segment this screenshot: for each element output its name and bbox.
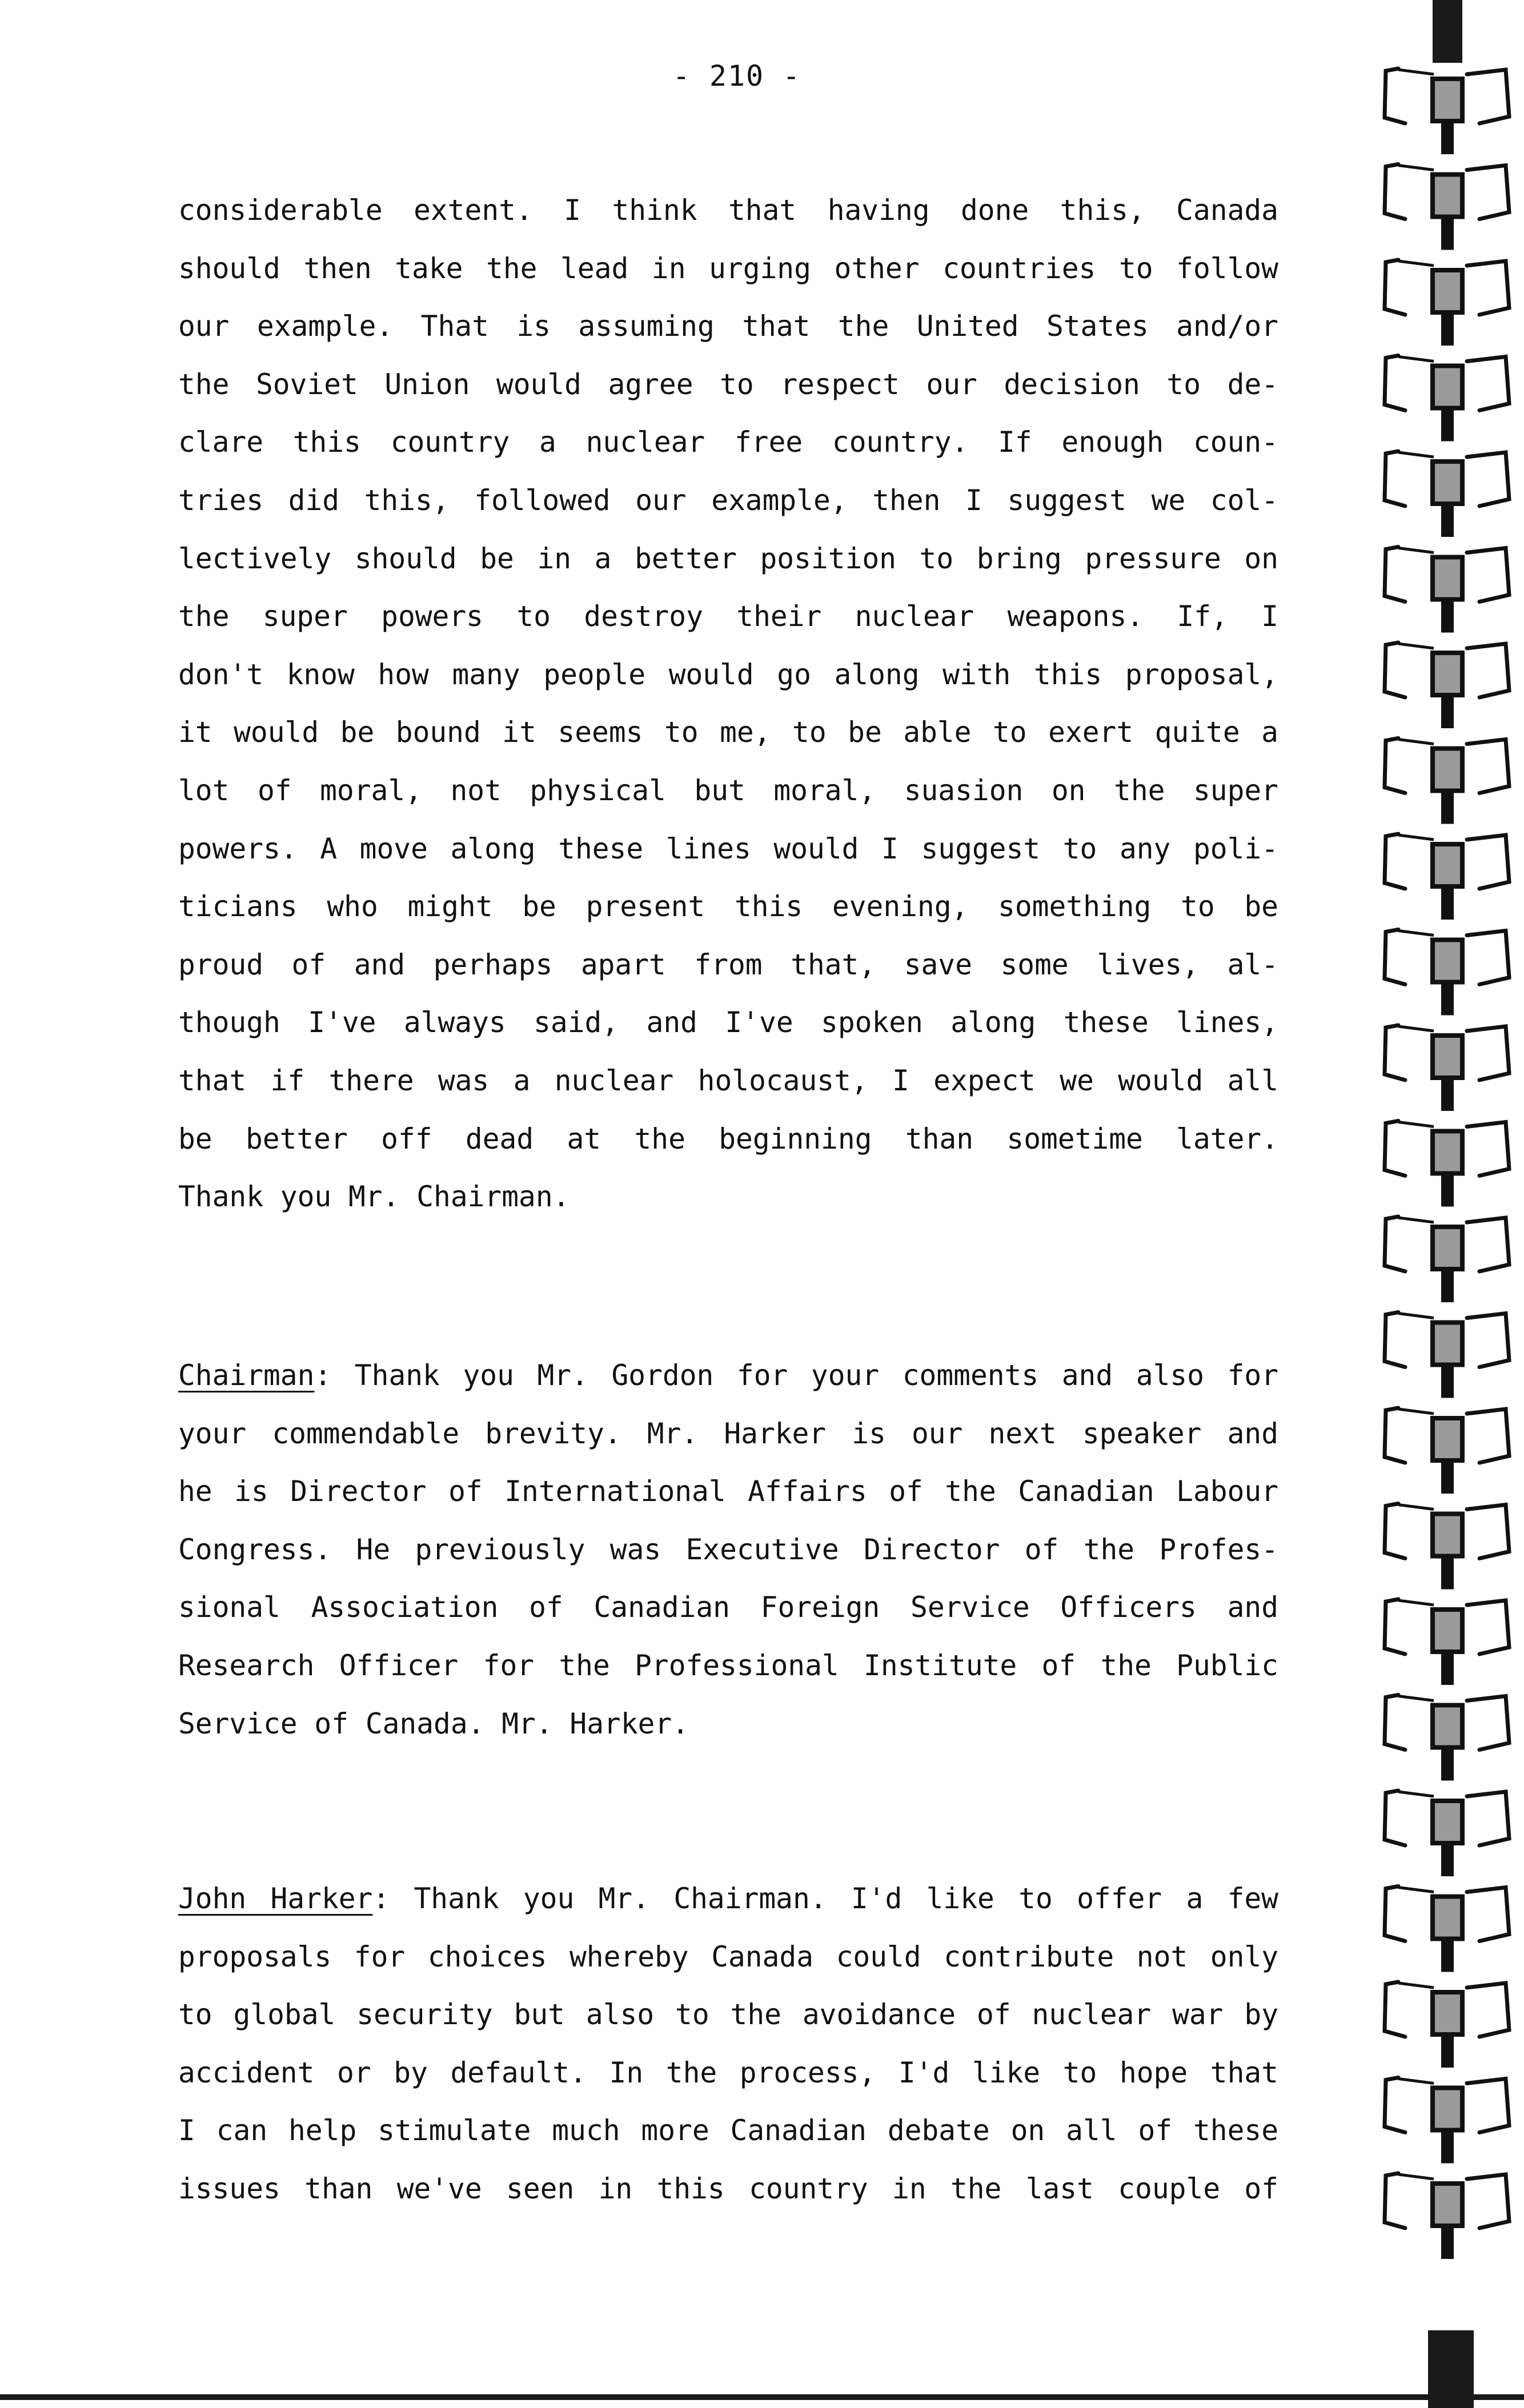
text-line: though I've always said, and I've spoken along these lines,	[178, 1006, 1278, 1040]
text-line	[178, 1870, 1278, 1928]
binding-ring	[1385, 356, 1509, 442]
binding-ring	[1385, 1599, 1509, 1685]
text-line: Congress. He previously was Executive Director of the Profes-	[178, 1532, 1278, 1566]
text-line: accident or by default. In the process, I'd like to hope that	[178, 2056, 1278, 2089]
text-line: sional Association of Canadian Foreign Service Officers and	[178, 1591, 1278, 1624]
text-line: ticians who might be present this evening, something to be	[178, 890, 1278, 924]
text-line: be better off dead at the beginning than sometime later.	[178, 1122, 1278, 1155]
text-line: the super powers to destroy their nuclear weapons. If, I	[178, 600, 1278, 633]
binding-rings-icon	[1371, 0, 1524, 2408]
paragraph-gordon-continuation	[178, 182, 1278, 1226]
binding-ring	[1385, 930, 1509, 1016]
speaker-name: Chairman	[178, 1359, 315, 1392]
binding-ring	[1385, 164, 1509, 250]
spiral-binding	[1371, 0, 1524, 2408]
text-line: don't know how many people would go along with this proposal,	[178, 657, 1278, 691]
page-number: - 210 -	[672, 59, 801, 93]
text-line: clare this country a nuclear free country. If enough coun-	[178, 426, 1278, 459]
binding-ring	[1385, 1887, 1509, 1972]
text-line: Thank you Mr. Chairman.	[178, 1180, 570, 1214]
text-line: to global security but also to the avoidance of nuclear war by	[178, 1998, 1278, 2032]
first-line-text: Thank you Mr. Gordon for your comments and also for	[331, 1359, 1278, 1392]
text-line: proud of and perhaps apart from that, save some lives, al-	[178, 948, 1278, 981]
binding-ring	[1385, 547, 1509, 633]
text-line: powers. A move along these lines would I suggest to any poli-	[178, 832, 1278, 865]
binding-ring	[1385, 739, 1509, 824]
binding-ring	[1385, 834, 1509, 920]
text-line: your commendable brevity. Mr. Harker is our next speaker and	[178, 1416, 1278, 1450]
binding-ring	[1385, 1982, 1509, 2068]
text-line: the Soviet Union would agree to respect our decision to de-	[178, 367, 1278, 401]
speaker-colon: :	[372, 1882, 390, 1915]
binding-ring	[1385, 1408, 1509, 1494]
text-line: it would be bound it seems to me, to be able to exert quite a	[178, 716, 1278, 749]
binding-ring	[1385, 69, 1509, 154]
binding-spine-top	[1433, 0, 1462, 63]
paragraph-chairman	[178, 1347, 1278, 1753]
binding-ring	[1385, 1504, 1509, 1590]
binding-ring	[1385, 260, 1509, 346]
binding-ring	[1385, 1791, 1509, 1876]
speaker-name: John Harker	[178, 1882, 373, 1915]
bottom-rule	[0, 2394, 1524, 2400]
text-line: lot of moral, not physical but moral, suasion on the super	[178, 773, 1278, 807]
paragraph-harker	[178, 1870, 1278, 2218]
binding-ring	[1385, 643, 1509, 728]
text-line: he is Director of International Affairs of the Canadian Labour	[178, 1475, 1278, 1508]
text-line: proposals for choices whereby Canada could contribute not only	[178, 1940, 1278, 1973]
text-line: our example. That is assuming that the United States and/or	[178, 310, 1278, 343]
text-line: issues than we've seen in this country in the last couple of	[178, 2172, 1278, 2205]
first-line-text: Thank you Mr. Chairman. I'd like to offer a few	[390, 1882, 1278, 1915]
text-line: considerable extent. I think that having done this, Canada	[178, 194, 1278, 227]
binding-ring	[1385, 1217, 1509, 1302]
text-line: Research Officer for the Professional Institute of the Public	[178, 1648, 1278, 1682]
speaker-colon: :	[314, 1359, 332, 1392]
binding-ring	[1385, 1313, 1509, 1398]
binding-ring	[1385, 1025, 1509, 1111]
binding-ring	[1385, 2173, 1509, 2259]
text-line: should then take the lead in urging other countries to follow	[178, 251, 1278, 285]
binding-ring	[1385, 2078, 1509, 2164]
binding-ring	[1385, 1121, 1509, 1207]
text-line: Service of Canada. Mr. Harker.	[178, 1707, 689, 1740]
text-line: tries did this, followed our example, then I suggest we col-	[178, 483, 1278, 517]
binding-ring	[1385, 451, 1509, 537]
text-line: lectively should be in a better position to bring pressure on	[178, 541, 1278, 575]
text-line	[178, 1347, 1278, 1405]
text-line: I can help stimulate much more Canadian debate on all of these	[178, 2114, 1278, 2148]
binding-ring	[1385, 1695, 1509, 1781]
text-line: that if there was a nuclear holocaust, I expect we would all	[178, 1063, 1278, 1097]
